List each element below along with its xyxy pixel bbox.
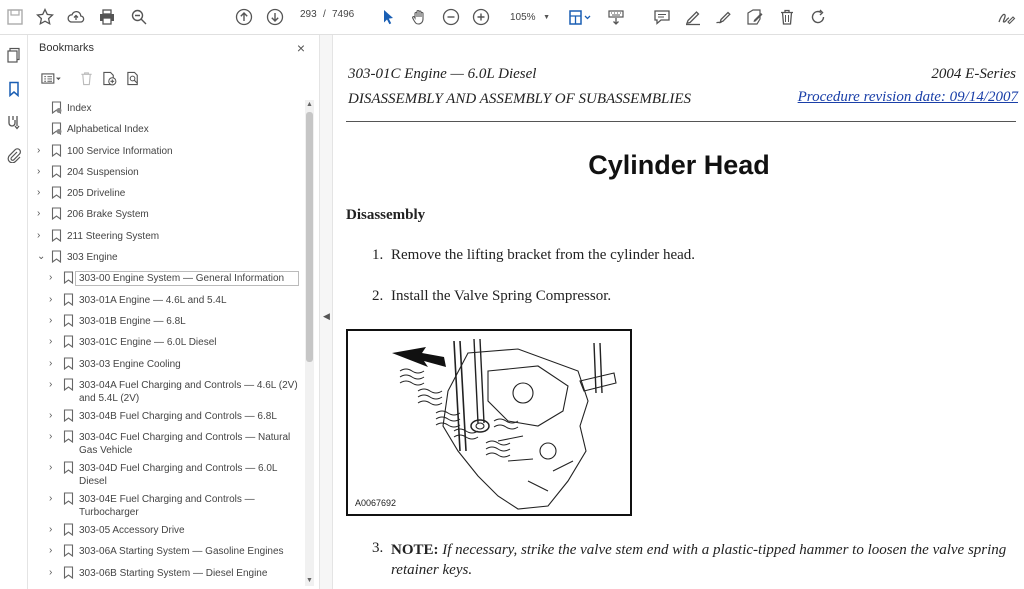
step-text <box>391 540 1011 580</box>
chevron-right-icon[interactable]: › <box>49 566 53 578</box>
bookmark-item[interactable] <box>29 119 307 140</box>
zoom-in-icon[interactable] <box>471 7 491 27</box>
bookmarks-panel <box>29 35 319 589</box>
bookmark-label: 303-06B Starting System — Diesel Engine <box>79 567 268 579</box>
delete-bookmark-icon[interactable] <box>76 69 96 87</box>
keyboard-scroll-icon[interactable] <box>606 7 626 27</box>
chevron-right-icon[interactable]: › <box>49 293 53 305</box>
bookmark-icon <box>51 144 62 157</box>
draw-freehand-icon[interactable] <box>714 7 734 27</box>
bookmark-icon <box>63 430 74 443</box>
chevron-right-icon[interactable]: › <box>37 165 41 177</box>
bookmark-item[interactable] <box>29 354 307 375</box>
chevron-right-icon[interactable]: › <box>37 229 41 241</box>
bookmark-icon <box>63 544 74 557</box>
bookmark-item[interactable] <box>29 247 307 268</box>
chevron-right-icon[interactable]: › <box>49 462 53 474</box>
zoom-level-value: 105% <box>510 11 536 23</box>
sign-icon[interactable] <box>995 7 1017 27</box>
chevron-right-icon[interactable]: › <box>49 336 53 348</box>
bookmark-label: 303-04E Fuel Charging and Controls — Turbocharger <box>79 494 255 519</box>
bookmark-icon <box>63 293 74 306</box>
step-text: Remove the lifting bracket from the cylinder head. <box>391 247 696 263</box>
chevron-right-icon[interactable]: › <box>49 314 53 326</box>
page-number-input[interactable]: 293 <box>300 9 317 20</box>
print-icon[interactable] <box>97 7 117 27</box>
note-label: NOTE: <box>391 542 439 558</box>
step-number: 3. <box>372 540 384 556</box>
chevron-right-icon[interactable]: › <box>49 357 53 369</box>
bookmark-icon <box>51 207 62 220</box>
bookmark-item[interactable] <box>29 406 307 427</box>
bookmark-item[interactable] <box>29 290 307 311</box>
bookmark-item[interactable] <box>29 141 307 162</box>
bookmark-item[interactable] <box>29 427 307 458</box>
delete-icon[interactable] <box>777 7 797 27</box>
hand-tool-icon[interactable] <box>409 7 429 27</box>
bookmark-label: 205 Driveline <box>67 188 126 200</box>
next-page-icon[interactable] <box>265 7 285 27</box>
bookmark-icon <box>63 357 74 370</box>
chevron-right-icon[interactable]: › <box>49 493 53 505</box>
bookmark-icon <box>51 229 62 242</box>
collapse-panel-icon[interactable]: ◀ <box>323 311 330 321</box>
bookmark-item[interactable] <box>29 204 307 225</box>
bookmark-item[interactable] <box>29 226 307 247</box>
bookmark-label: 303-06A Starting System — Gasoline Engines <box>79 546 284 558</box>
scroll-down-arrow[interactable]: ▼ <box>306 577 313 584</box>
step-number: 1. <box>372 247 384 263</box>
chevron-right-icon[interactable]: › <box>37 144 41 156</box>
bookmark-item[interactable] <box>29 332 307 353</box>
main-toolbar <box>0 0 1024 35</box>
save-icon[interactable] <box>5 7 25 27</box>
chevron-right-icon[interactable]: › <box>49 378 53 390</box>
bookmark-icon <box>51 186 62 199</box>
bookmark-item[interactable] <box>29 563 307 584</box>
select-cursor-icon[interactable] <box>378 7 398 27</box>
fit-page-icon[interactable] <box>567 7 593 27</box>
layers-icon[interactable] <box>4 112 24 132</box>
header-section: 303-01C Engine — 6.0L Diesel <box>348 66 537 82</box>
bookmark-label: 303-04D Fuel Charging and Controls — 6.0L Diesel <box>79 463 278 488</box>
bookmark-label: 303-01C Engine — 6.0L Diesel <box>79 337 217 349</box>
bookmark-icon <box>63 314 74 327</box>
page-total: 7496 <box>332 9 355 20</box>
note-text: If necessary, strike the valve stem end with a plastic-tipped hammer to loosen the valve spring retainer keys. <box>391 542 1007 578</box>
bookmark-icon <box>63 461 74 474</box>
bookmark-label: 303-01A Engine — 4.6L and 5.4L <box>79 294 227 306</box>
zoom-search-icon[interactable] <box>129 7 149 27</box>
bookmark-label: Index <box>67 103 92 114</box>
new-bookmark-icon[interactable] <box>99 69 119 87</box>
previous-page-icon[interactable] <box>234 7 254 27</box>
engine-illustration <box>348 331 630 514</box>
bookmark-label: 303 Engine <box>67 252 118 264</box>
bookmark-label: 303-05 Accessory Drive <box>79 525 185 537</box>
bookmark-page-icon <box>51 122 62 135</box>
find-bookmark-icon[interactable] <box>123 69 143 87</box>
bookmark-icon <box>63 378 74 391</box>
bookmark-item[interactable] <box>29 458 307 489</box>
figure-id: A0067692 <box>355 498 397 508</box>
bookmark-label: 303-03 Engine Cooling <box>79 358 181 370</box>
bookmark-icon <box>51 250 62 263</box>
bookmark-label: 303-01B Engine — 6.8L <box>79 315 186 327</box>
bookmark-icon <box>51 165 62 178</box>
header-vehicle: 2004 E-Series <box>931 66 1016 82</box>
revision-date-link[interactable]: Procedure revision date: 09/14/2007 <box>797 89 1018 105</box>
chevron-right-icon[interactable]: › <box>49 545 53 557</box>
page-title: Cylinder Head <box>588 150 770 180</box>
panel-splitter[interactable] <box>319 35 333 589</box>
bookmark-label: 206 Brake System <box>67 209 149 221</box>
star-icon[interactable] <box>35 7 55 27</box>
bookmark-label: 303-00 Engine System — General Information <box>76 272 298 285</box>
bookmark-item[interactable] <box>29 268 307 289</box>
chevron-right-icon[interactable]: › <box>49 431 53 443</box>
bookmark-icon <box>63 271 74 284</box>
bookmark-item[interactable] <box>29 375 307 406</box>
cloud-upload-icon[interactable] <box>66 7 86 27</box>
step-number: 2. <box>372 288 384 304</box>
bookmark-icon <box>63 409 74 422</box>
chevron-down-icon: ▼ <box>543 13 550 21</box>
chevron-right-icon[interactable]: › <box>37 187 41 199</box>
zoom-level-dropdown[interactable] <box>500 8 554 26</box>
bookmark-label: 211 Steering System <box>67 230 160 242</box>
attachments-icon[interactable] <box>4 145 24 165</box>
bookmark-label: 303-04B Fuel Charging and Controls — 6.8L <box>79 410 277 422</box>
page-thumbnails-icon[interactable] <box>4 45 24 65</box>
bookmark-label: 100 Service Information <box>67 145 173 157</box>
header-divider <box>346 121 1016 122</box>
chevron-right-icon[interactable]: › <box>37 208 41 220</box>
bookmark-item[interactable] <box>29 520 307 541</box>
bookmark-page-icon <box>51 101 62 114</box>
bookmark-icon <box>63 566 74 579</box>
bookmark-item[interactable] <box>29 541 307 562</box>
navigation-rail <box>0 35 28 589</box>
bookmarks-scrollbar[interactable] <box>305 100 314 586</box>
close-panel-button[interactable]: × <box>296 40 306 56</box>
scroll-thumb[interactable] <box>306 112 313 362</box>
bookmark-icon <box>63 523 74 536</box>
bookmark-options-icon[interactable] <box>39 69 65 87</box>
scroll-up-arrow[interactable]: ▲ <box>306 101 313 108</box>
bookmark-item[interactable] <box>29 162 307 183</box>
edit-text-icon[interactable] <box>745 7 765 27</box>
bookmark-label: 303-04C Fuel Charging and Controls — Natural Gas Vehicle <box>79 432 291 457</box>
document-page <box>334 35 1024 589</box>
panel-title: Bookmarks <box>39 42 95 54</box>
zoom-out-icon[interactable] <box>441 7 461 27</box>
bookmark-item[interactable] <box>29 98 307 119</box>
page-separator: / <box>323 9 326 20</box>
section-heading: Disassembly <box>346 207 426 223</box>
chevron-right-icon[interactable]: › <box>49 524 53 536</box>
bookmark-tree <box>29 98 307 584</box>
bookmark-label: 204 Suspension <box>67 166 139 178</box>
bookmark-item[interactable] <box>29 311 307 332</box>
bookmark-item[interactable] <box>29 183 307 204</box>
bookmark-icon <box>63 492 74 505</box>
step-text: Install the Valve Spring Compressor. <box>391 288 612 304</box>
chevron-right-icon[interactable]: › <box>49 409 53 421</box>
chevron-right-icon[interactable]: › <box>49 272 53 284</box>
valve-spring-compressor-figure <box>346 329 632 516</box>
bookmarks-icon[interactable] <box>4 79 24 99</box>
bookmark-label: Alphabetical Index <box>67 124 149 136</box>
header-subsection: DISASSEMBLY AND ASSEMBLY OF SUBASSEMBLIES <box>348 91 691 107</box>
chevron-down-icon[interactable]: ⌄ <box>37 251 46 263</box>
bookmark-label: 303-04A Fuel Charging and Controls — 4.6L (2V) and 5.4L (2V) <box>79 379 298 404</box>
bookmark-icon <box>63 335 74 348</box>
highlight-pen-icon[interactable] <box>683 7 703 27</box>
comment-icon[interactable] <box>652 7 672 27</box>
bookmark-item[interactable] <box>29 489 307 520</box>
rotate-icon[interactable] <box>808 7 828 27</box>
